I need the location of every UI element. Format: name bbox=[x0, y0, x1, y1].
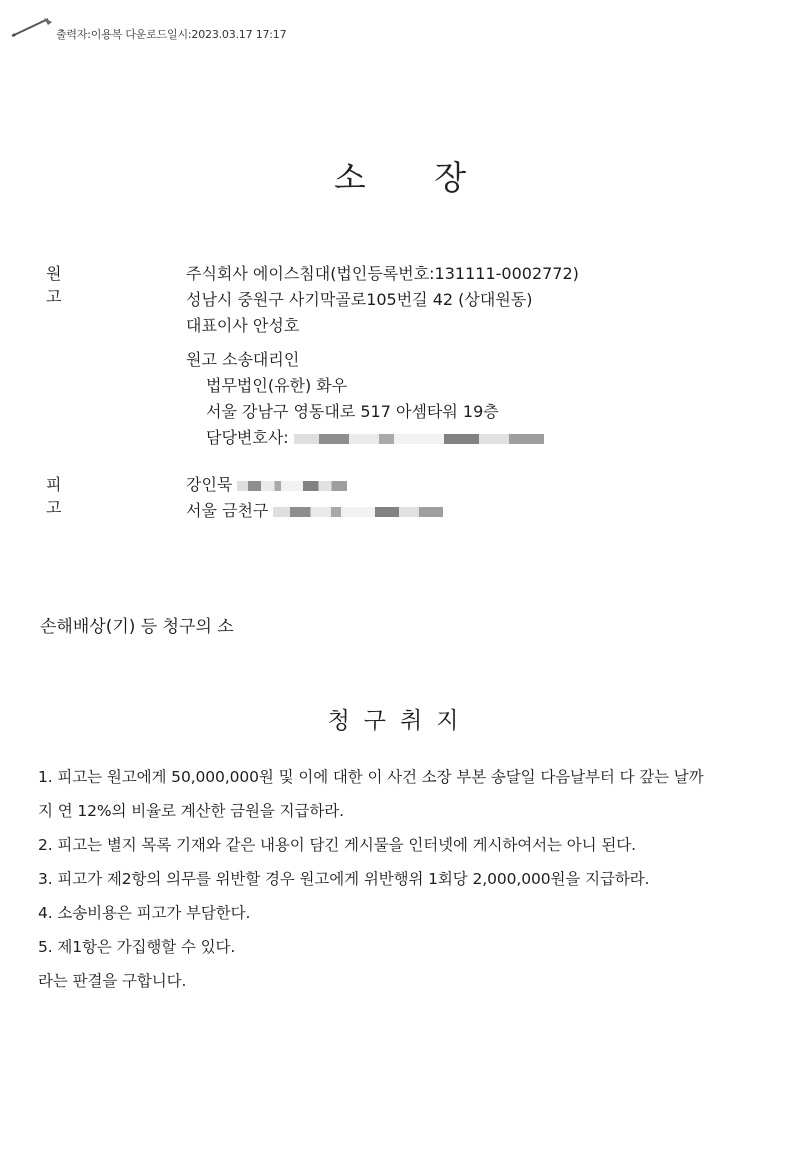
claim-item-5: 5. 제1항은 가집행할 수 있다. bbox=[38, 938, 236, 956]
case-name: 손해배상(기) 등 청구의 소 bbox=[40, 617, 234, 637]
plaintiff-law-firm: 법무법인(유한) 화우 bbox=[206, 376, 348, 395]
claim-item-2: 2. 피고는 별지 목록 기재와 같은 내용이 담긴 게시물을 인터넷에 게시하여서는 아니 된다. bbox=[38, 836, 636, 854]
defendant-name: 강인묵 bbox=[186, 472, 443, 498]
title-char-1: 소 bbox=[333, 158, 366, 197]
defendant-label: 피고 bbox=[46, 475, 62, 517]
claim-item-1: 1. 피고는 원고에게 50,000,000원 및 이에 대한 이 사건 소장 부본 송달일 다음날부터 다 갚는 날까 bbox=[38, 768, 704, 786]
redacted-area bbox=[237, 481, 347, 491]
download-info-text: 출력자:이용복 다운로드일시:2023.03.17 17:17 bbox=[56, 28, 287, 41]
plaintiff-representative: 대표이사 안성호 bbox=[186, 316, 300, 335]
pen-mark-icon bbox=[8, 16, 54, 38]
claim-item-1-cont: 지 연 12%의 비율로 계산한 금원을 지급하라. bbox=[38, 802, 344, 820]
plaintiff-attorney: 담당변호사: bbox=[186, 425, 579, 451]
claims-list bbox=[38, 760, 798, 998]
plaintiff-name: 주식회사 에이스침대(법인등록번호:131111-0002772) bbox=[186, 264, 579, 283]
plaintiff-firm-address: 서울 강남구 영동대로 517 아셈타워 19층 bbox=[206, 402, 499, 421]
plaintiff-label: 원고 bbox=[46, 264, 62, 306]
claim-item-4: 4. 소송비용은 피고가 부담한다. bbox=[38, 904, 251, 922]
claims-closing: 라는 판결을 구합니다. bbox=[38, 972, 187, 990]
download-header bbox=[8, 26, 286, 42]
defendant-address: 서울 금천구 bbox=[186, 498, 443, 524]
redacted-area bbox=[273, 507, 443, 517]
document-title bbox=[0, 152, 800, 199]
plaintiff-address: 성남시 중원구 사기막골로105번길 42 (상대원동) bbox=[186, 290, 533, 309]
claim-item-3: 3. 피고가 제2항의 의무를 위반할 경우 원고에게 위반행위 1회당 2,000,000원을 지급하라. bbox=[38, 870, 650, 888]
title-char-2: 장 bbox=[434, 158, 467, 197]
redacted-area bbox=[294, 434, 544, 444]
claims-section-title: 청구취지 bbox=[327, 708, 473, 734]
plaintiff-agent-title: 원고 소송대리인 bbox=[186, 350, 300, 369]
